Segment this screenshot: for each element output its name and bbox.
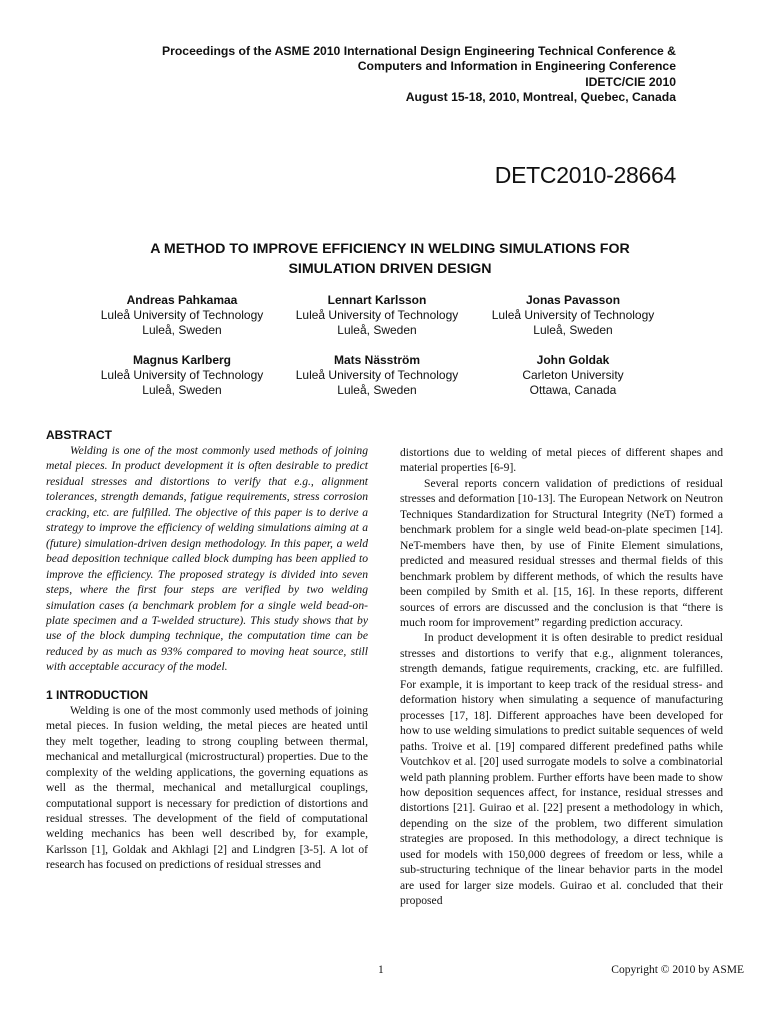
page-number: 1: [378, 964, 384, 976]
author-block: [72, 293, 292, 338]
proceedings-line-4: August 15-18, 2010, Montreal, Quebec, Canada: [405, 90, 676, 105]
right-column: [400, 445, 723, 909]
author-affiliation: Luleå University of Technology: [295, 308, 459, 322]
abstract-heading: ABSTRACT: [46, 428, 112, 442]
paper-title-line-2: SIMULATION DRIVEN DESIGN: [288, 260, 492, 277]
author-block: [72, 353, 292, 398]
author-block: [267, 353, 487, 398]
proceedings-header: [56, 44, 676, 106]
author-location: Luleå, Sweden: [142, 383, 222, 397]
introduction-paragraph: Welding is one of the most commonly used methods of joining metal pieces. In fusion welding, the metal pieces are heated until they melt together, leading to strong coupling between thermal, mechanical and metallurgical (microstructural) properties. Due to the complexity of the welding applications, the governing equations as well as the thermal, mechanical and metallurgical couplings, computational support is necessary for prediction of distortions and residual stresses. The development of the field of computational welding mechanics has been well described by, for example, Karlsson [1], Goldak and Akhlagi [2] and Lindgren [3-5]. A lot of research has focused on predictions of residual stresses and: [46, 703, 368, 872]
author-affiliation: Carleton University: [522, 368, 624, 382]
author-block: [463, 353, 683, 398]
author-name: John Goldak: [536, 353, 610, 367]
author-block: [267, 293, 487, 338]
introduction-heading: 1 INTRODUCTION: [46, 687, 148, 702]
author-location: Luleå, Sweden: [337, 383, 417, 397]
paragraph-product-development: In product development it is often desirable to predict residual stresses and distortions to verify that e.g., alignment tolerances, strength demands, fatigue requirements, cracking, etc. are fulfilled. For example, it is important to keep track of the residual stress- and deformation history when simulating a sequence of manufacturing processes [17, 18]. Different approaches have been developed for how to use welding simulations to predict suitable sequences of weld paths. Troive et al. [19] compared different predefined paths while Voutchkov et al. [20] used surrogate models to solve a combinatorial weld path planning problem. Further efforts have been made to show how deposition sequences affect, for instance, residual stresses and distortions [21]. Guirao et al. [22] present a methodology in which, depending on the size of the problem, two different simulation strategies are proposed. In this methodology, a direct technique is used for models with 150,000 degrees of freedom or less, while a sub-structuring technique of the linear behavior parts in the model are used for larger size models. Guirao et al. concluded that their proposed: [400, 631, 723, 908]
author-name: Jonas Pavasson: [525, 293, 621, 307]
author-location: Luleå, Sweden: [142, 323, 222, 337]
proceedings-line-3: IDETC/CIE 2010: [585, 74, 676, 89]
author-name: Mats Näsström: [333, 353, 421, 367]
author-name: Magnus Karlberg: [132, 353, 231, 367]
paragraph-continued: distortions due to welding of metal pieces of different shapes and material properties [6-9].: [400, 446, 723, 475]
author-name: Lennart Karlsson: [327, 293, 427, 307]
author-location: Luleå, Sweden: [337, 323, 417, 337]
author-affiliation: Luleå University of Technology: [100, 368, 264, 382]
author-affiliation: Luleå University of Technology: [295, 368, 459, 382]
abstract-text: Welding is one of the most commonly used methods of joining metal pieces. In product development it is often desirable to predict residual stresses and distortions to verify that e.g., alignment tolerances, strength demands, fatigue requirements, stress corrosion cracking, etc. are fulfilled. The objective of this paper is to derive a strategy to improve the efficiency of welding simulations aiming at a (future) simulation-driven design methodology. In this paper, a weld bead deposition technique called block dumping has been applied to improve the efficiency. The proposed strategy is divided into seven steps, where the first four steps are verified by two welding simulation cases (a benchmark problem for a single weld bead-on-plate specimen and a T-welded structure). This study shows that by use of the block dumping technique, the computation time can be reduced by as much as 93% compared to moving heat source, still with acceptable accuracy of the model.: [46, 444, 368, 674]
paper-title: [90, 240, 690, 279]
author-location: Luleå, Sweden: [533, 323, 613, 337]
author-name: Andreas Pahkamaa: [126, 293, 238, 307]
paper-title-line-1: A METHOD TO IMPROVE EFFICIENCY IN WELDING SIMULATIONS FOR: [150, 241, 630, 257]
proceedings-line-2: Computers and Information in Engineering Conference: [357, 59, 676, 74]
author-block: [463, 293, 683, 338]
copyright-notice: Copyright © 2010 by ASME: [611, 964, 744, 976]
left-column: [46, 428, 368, 873]
paper-id: DETC2010-28664: [494, 162, 676, 188]
author-location: Ottawa, Canada: [529, 383, 617, 397]
paragraph-validation: Several reports concern validation of predictions of residual stresses and deformation [10-13]. The European Network on Neutron Techniques Standardization for Structural Integrity (NeT) formed a benchmark problem for a single weld bead-on-plate specimen [14]. NeT-members have then, by use of Finite Element simulations, predicted and measured residual stresses and thermal fields of this benchmark problem by different methods, of which the results have been compiled by Smith et al. [15, 16]. In these reports, different sources of errors are discussed and the conclusion is that “there is much room for improvement” regarding prediction accuracy.: [400, 476, 723, 629]
proceedings-line-1: Proceedings of the ASME 2010 International Design Engineering Technical Conference &: [161, 44, 676, 58]
author-affiliation: Luleå University of Technology: [100, 308, 264, 322]
author-affiliation: Luleå University of Technology: [491, 308, 655, 322]
